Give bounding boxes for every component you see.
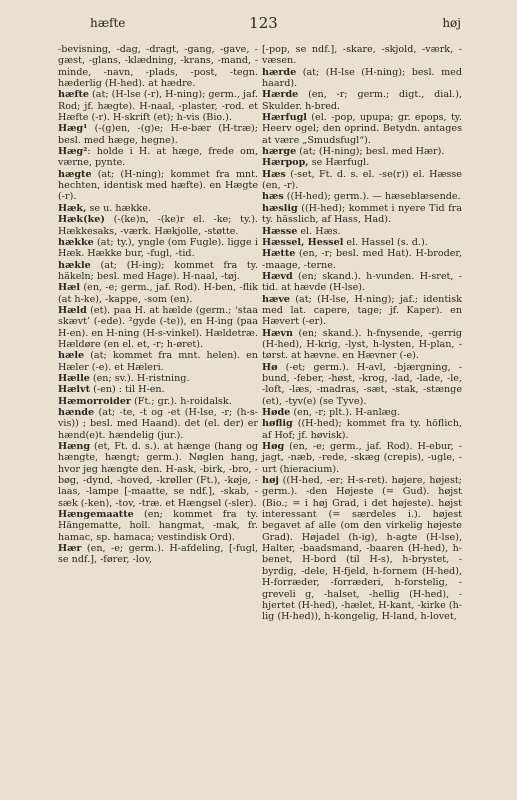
entry-text: (-set, Ft. d. s. el. -se(r)) el. Hæsse (en, -r). — [262, 168, 462, 192]
dictionary-entry — [58, 543, 258, 566]
headword: Hø — [262, 361, 278, 373]
header-left-word: hæfte — [90, 16, 126, 30]
entry-text: (en; sv.). H-ristning. — [89, 372, 190, 384]
headword: Høde — [262, 407, 291, 418]
dictionary-entry — [262, 294, 462, 328]
dictionary-entry — [58, 396, 258, 407]
dictionary-entry — [58, 407, 258, 441]
headword: Hævn — [262, 327, 293, 339]
entry-text: (et). paa H. at hælde (germ.; ‘staa skævt’ (-ede). ²gyde (-te)), en H-ing (paa H-en). en H-ning (H-s-vinkel). Hældetræ. Hældøre (en el. et, -r; h-øret). — [58, 304, 258, 350]
dictionary-entry — [262, 475, 462, 622]
entry-text: (en; skand.). h-fnysende, -gerrig (H-hed), H-krig, -lyst, h-lysten, H-plan, -tørst. at hævne. en Hævner (-e). — [262, 327, 462, 362]
entry-text: (at; (H-ning); besl. med Hær). — [296, 146, 445, 158]
headword: hække — [58, 236, 94, 248]
dictionary-entry — [58, 203, 258, 214]
dictionary-entry — [262, 203, 462, 226]
dictionary-entry — [262, 112, 462, 146]
entry-text: ((H-hed); germ.). — hæseblæsende. — [283, 191, 461, 203]
page-number: 123 — [249, 14, 278, 32]
entry-text: (en; kommet fra ty. Hängematte, holl. hangmat, -mak, fr. hamac, sp. hamaca; vestindisk Ord). — [58, 509, 258, 543]
headword: Høg — [262, 441, 285, 453]
right-column — [262, 44, 462, 623]
headword: hæve — [262, 293, 291, 305]
headword: Hæsse — [262, 225, 298, 237]
entry-text: (en, -r; germ.; digt., dial.), Skulder. h-bred. — [262, 89, 462, 112]
headword: høj — [262, 475, 279, 487]
entry-text: ((H-hed); kommet i nyere Tid fra ty. hässlich, af Hass, Had). — [262, 202, 462, 226]
entry-text: el. Hæs. — [297, 225, 341, 237]
entry-text: (at; (H-ing); kommet fra ty. häkeln; besl. med Hage). H-naal, -tøj. — [58, 259, 258, 282]
headword: hækle — [58, 259, 91, 271]
entry-text: (at; (H-lse (-r), H-ning); germ., jaf. Rod; jf. hægte). H-naal, -plaster, -rod. et Hæfte (-r). H-skrift (et); h-vis (Bio.). — [58, 89, 258, 124]
entry-text: (-(g)en, -(g)e; H-e-bær (H-træ); besl. med hæge, hegne). — [58, 123, 258, 146]
entry-text: -bevisning, -dag, -dragt, -gang, -gave, -gæst, -glans, -klædning, -krans, -mand, -minde, -navn, -plads, -post, -tegn. hæderlig (H-hed). at hædre. — [58, 44, 258, 90]
entry-text: (-(ke)n, -(ke)r el. -ke; ty.). Hækkesaks, -værk. Hækjolle, -støtte. — [58, 214, 258, 237]
dictionary-entry — [262, 67, 462, 90]
headword: Hæmorroider — [58, 395, 131, 407]
headword: Hær — [58, 543, 82, 555]
left-column — [58, 44, 258, 566]
dictionary-entry — [58, 509, 258, 543]
dictionary-entry — [262, 248, 462, 271]
headword: hæslig — [262, 202, 298, 214]
dictionary-entry — [262, 441, 462, 475]
dictionary-entry — [58, 350, 258, 373]
headword: Hængemaatte — [58, 509, 134, 521]
entry-text: (en, -e; germ.). H-afdeling, [-fugl, se ndf.], -fører, -lov, — [58, 543, 258, 566]
header-right-word: høj — [442, 16, 461, 30]
headword: hæs — [262, 191, 284, 203]
headword: Hælvt — [58, 384, 91, 396]
entry-text: (at; (H-ning); kommet fra mnt. hechten, identisk med hæfte). en Hægte (-r). — [58, 168, 258, 203]
entry-text: : holde i H. at hæge, frede om, værne, pynte. — [58, 146, 258, 169]
headword: hæfte — [58, 89, 89, 101]
headword: Hæs — [262, 168, 286, 180]
dictionary-entry — [262, 407, 462, 418]
running-header — [60, 16, 467, 34]
entry-text: [-pop, se ndf.], -skare, -skjold, -værk, -væsen. — [262, 44, 462, 67]
headword: Hæl — [58, 282, 81, 294]
dictionary-entry — [58, 384, 258, 395]
entry-text: el. Hassel (s. d.). — [343, 236, 428, 248]
dictionary-entry — [58, 305, 258, 350]
dictionary-entry — [58, 89, 258, 123]
dictionary-entry — [262, 169, 462, 192]
dictionary-entry — [262, 44, 462, 67]
dictionary-entry — [262, 328, 462, 362]
headword: Hæk, — [58, 202, 87, 214]
headword: Hæssel, Hessel — [262, 236, 344, 248]
entry-text: (en, -e; germ., jaf. Rod). H-ben, -flik (at h-ke), -kappe, -som (en). — [58, 282, 258, 305]
headword: Hævd — [262, 270, 293, 282]
dictionary-entry — [262, 146, 462, 157]
dictionary-entry — [58, 373, 258, 384]
dictionary-entry — [58, 214, 258, 237]
entry-text: (at; (H-lse (H-ning); besl. med haard). — [262, 66, 462, 90]
dictionary-entry — [262, 226, 462, 237]
entry-text: (Ft.; gr.). h-roidalsk. — [131, 395, 232, 407]
headword: Hærde — [262, 89, 299, 101]
dictionary-entry — [262, 237, 462, 248]
dictionary-entry — [262, 418, 462, 441]
headword: Hæk(ke) — [58, 214, 105, 226]
headword: Hærpop, — [262, 157, 309, 169]
entry-text: (et, Ft. d. s.). at hænge (hang og hængte, hængt; germ.). Nøglen hang, hvor jeg hængte den. H-ask, -birk, -bro, -bøg, -dynd, -hoved, -krøller (Ft.), -køje, -laas, -lampe [-maatte, se ndf.], -skab, -sæk (-ken), -tov, -træ. et Hængsel (-sler). — [58, 441, 258, 509]
dictionary-entry — [262, 271, 462, 294]
entry-text: se Hærfugl. — [308, 157, 370, 169]
dictionary-entry — [58, 282, 258, 305]
dictionary-entry — [58, 237, 258, 260]
entry-text: ((H-hed, -er; H-s-ret). højere, højest; germ.). -den Højeste (= Gud). højst (Bio.; = i høj Grad, i det højeste). højst interessant (= særdeles i.). højest begavet af alle (om den virkelig højeste Grad). Højadel (h-ig), h-agte (H-lse), Halter, -baadsmand, -baaren (H-hed), h-benet, H-bord (til H-s), h-brystet, -byrdig, -dele, H-fjeld, h-fornem (H-hed), H-forræder, -forræderi, h-forstelig, -greveli g, -halset, -hellig (H-hed), -hjertet (H-hed), -hælet, H-kant, -kirke (h-lig (H-hed)), h-kongelig, H-land, h-lovet, — [262, 475, 462, 623]
headword: Hælle — [58, 372, 90, 384]
entry-text: (at; -te, -t og -et (H-lse, -r; (h-s-vis)) ; besl. med Haand). det (el. der) er hænd(e)t. hændelig (jur.). — [58, 407, 258, 441]
dictionary-entry — [262, 89, 462, 112]
dictionary-entry — [262, 157, 462, 168]
headword: Hætte — [262, 248, 296, 260]
headword: hænde — [58, 407, 95, 418]
entry-text: se u. hække. — [86, 202, 151, 214]
headword: Hæng — [58, 441, 91, 453]
entry-text: (at; (H-lse, H-ning); jaf.; identisk med lat. capere, tage; jf. Kaper). en Hævert (-er). — [262, 293, 462, 328]
entry-text: (el. -pop, upupa; gr. epops, ty. Heerv ogel; den oprind. Betydn. antages at være „Smudsfugl“). — [262, 112, 462, 146]
headword: hærge — [262, 146, 297, 158]
entry-text: (at; kommet fra mnt. helen). en Hæler (-e). et Hæleri. — [58, 350, 258, 373]
dictionary-entry — [58, 123, 258, 146]
dictionary-entry — [58, 260, 258, 283]
dictionary-entry — [58, 44, 258, 89]
headword: hærde — [262, 66, 297, 78]
headword: Hæg¹ — [58, 123, 88, 135]
headword: Hærfugl — [262, 112, 307, 124]
entry-text: (at; ty.), yngle (om Fugle). ligge i Hæk. Hække bur, -fugl, -tid. — [58, 236, 258, 260]
entry-text: (en, -r; besl. med Hat). H-broder, -maage, -terne. — [262, 248, 462, 271]
dictionary-entry — [58, 146, 258, 169]
entry-text: (en, -e; germ., jaf. Rod). H-ebur, -jagt, -næb, -rede, -skæg (crepis), -ugle, -urt (hieracium). — [262, 441, 462, 475]
dictionary-entry — [262, 362, 462, 407]
dictionary-entry — [262, 191, 462, 202]
headword: hæle — [58, 350, 85, 362]
dictionary-entry — [58, 441, 258, 509]
entry-text: (-en) : til H-en. — [90, 384, 165, 396]
entry-text: ((H-hed); kommet fra ty. höflich, af Hof; jf. høvisk). — [262, 418, 462, 441]
headword: hægte — [58, 168, 92, 180]
dictionary-entry — [58, 169, 258, 203]
entry-text: (en, -r; plt.). H-anlæg. — [290, 407, 400, 418]
entry-text: (-et; germ.). H-avl, -bjærgning, -bund, -feber, -høst, -krog, -lad, -lade, -le, -loft, -læs, -madras, -sæt, -stak, -stænge (et), -tyv(e) (se Tyve). — [262, 361, 462, 407]
headword: Hæld — [58, 304, 87, 316]
headword: høflig — [262, 418, 293, 430]
entry-text: (en; skand.). h-vunden. H-sret, -tid. at hævde (H-lse). — [262, 270, 462, 294]
headword: Hæg² — [58, 146, 88, 158]
